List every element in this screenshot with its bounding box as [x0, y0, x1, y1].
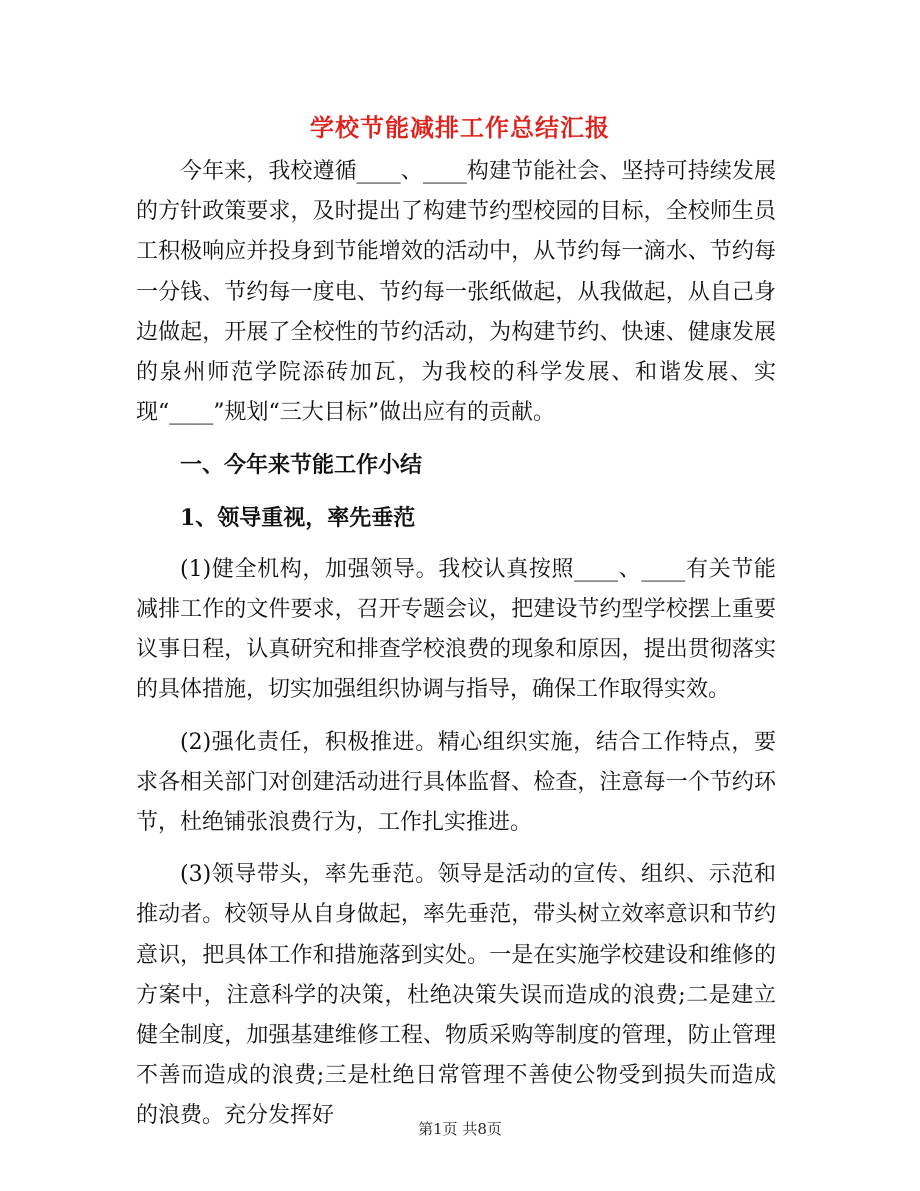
intro-paragraph: 今年来，我校遵循____、____构建节能社会、坚持可持续发展的方针政策要求，及时提出了构建节约型校园的目标，全校师生员工积极响应并投身到节能增效的活动中，从节约每一滴水、节约每一分钱、节约每一度电、节约每一张纸做起，从我做起，从自己身边做起，开展了全校性的节约活动，为构建节约、快速、健康发展的泉州师范学院添砖加瓦，为我校的科学发展、和谐发展、实现“____”规划“三大目标”做出应有的贡献。 — [136, 159, 776, 426]
subsection-heading: 1、领导重视，率先垂范 — [180, 504, 416, 531]
document-body — [136, 152, 776, 1137]
item-paragraph-1: (1)健全机构，加强领导。我校认真按照____、____有关节能减排工作的文件要求，召开专题会议，把建设节约型学校摆上重要议事日程，认真研究和排查学校浪费的现象和原因，提出贯彻落实的具体措施，切实加强组织协调与指导，确保工作取得实效。 — [136, 556, 776, 703]
item-paragraph-2: (2)强化责任，积极推进。精心组织实施，结合工作特点，要求各相关部门对创建活动进行具体监督、检查，注意每一个节约环节，杜绝铺张浪费行为，工作扎实推进。 — [136, 729, 776, 836]
document-title: 学校节能减排工作总结汇报 — [310, 113, 610, 142]
section-heading: 一、今年来节能工作小结 — [180, 452, 423, 479]
item-paragraph-3: (3)领导带头，率先垂范。领导是活动的宣传、组织、示范和推动者。校领导从自身做起，率先垂范，带头树立效率意识和节约意识，把具体工作和措施落到实处。一是在实施学校建设和维修的方案中，注意科学的决策，杜绝决策失误而造成的浪费;二是建立健全制度，加强基建维修工程、物质采购等制度的管理，防止管理不善而造成的浪费;三是杜绝日常管理不善使公物受到损失而造成的浪费。充分发挥好 — [136, 862, 776, 1129]
page-number-footer: 第1页 共8页 — [418, 1120, 502, 1138]
